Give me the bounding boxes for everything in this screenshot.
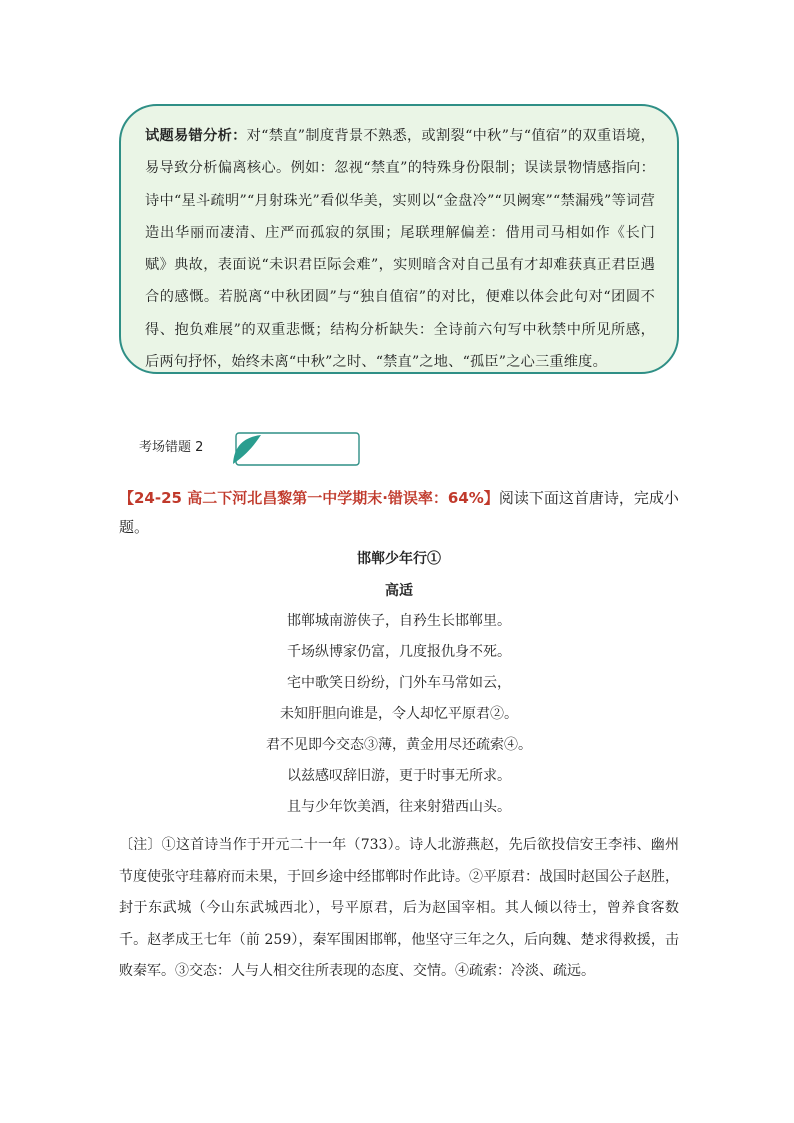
poem-line: 且与少年饮美酒，往来射猎西山头。 xyxy=(287,799,511,815)
question-source-tag: 【24-25 高二下河北昌黎第一中学期末·错误率：64%】 xyxy=(119,489,499,507)
poem-line: 千场纵博家仍富，几度报仇身不死。 xyxy=(287,644,511,660)
poem-line: 以兹感叹辞旧游，更于时事无所求。 xyxy=(287,768,511,784)
poem-line: 未知肝胆向谁是，令人却忆平原君②。 xyxy=(280,706,518,722)
poem-body xyxy=(119,606,679,823)
poem-line: 君不见即今交态③薄，黄金用尽还疏索④。 xyxy=(266,737,532,753)
question-intro xyxy=(119,484,679,542)
poem-line: 宅中歌笑日纷纷，门外车马常如云， xyxy=(287,675,511,691)
error-analysis-title: 试题易错分析： xyxy=(145,128,247,144)
poem-author: 高适 xyxy=(385,583,413,599)
question-prompt: 阅读下面这首唐诗，完成小题。 xyxy=(119,489,679,536)
poem-title: 邯郸少年行① xyxy=(357,551,441,567)
poem-line: 邯郸城南游侠子，自矜生长邯郸里。 xyxy=(287,613,511,629)
error-analysis-text xyxy=(145,120,655,378)
leaf-label-frame xyxy=(232,432,360,466)
poem-notes: 〔注〕①这首诗当作于开元二十一年（733）。诗人北游燕赵，先后欲投信安王李祎、幽州节度使张守珪幕府而未果，于回乡途中经邯郸时作此诗。②平原君：战国时赵国公子赵胜，封于东武城（今山东武城西北），号平原君，后为赵国宰相。其人倾以待士，曾养食客数千。赵孝成王七年（前 259），秦军围困邯郸，他坚守三年之久，后向魏、楚求得救援，击败秦军。③交态：人与人相交往所表现的态度、交情。④疏索：冷淡、疏远。 xyxy=(119,837,679,979)
error-analysis-body: 对“禁直”制度背景不熟悉，或割裂“中秋”与“值宿”的双重语境，易导致分析偏离核心。例如：忽视“禁直”的特殊身份限制；误读景物情感指向：诗中“星斗疏明”“月射珠光”看似华美，实则以“金盘冷”“贝阙寒”“禁漏残”等词营造出华丽而凄清、庄严而孤寂的氛围；尾联理解偏差：借用司马相如作《长门赋》典故，表面说“未识君臣际会难”，实则暗含对自己虽有才却难获真正君臣遇合的感慨。若脱离“中秋团圆”与“独自值宿”的对比，便难以体会此句对“团圆不得、抱负难展”的双重悲慨；结构分析缺失：全诗前六句写中秋禁中所见所感，后两句抒怀，始终未离“中秋”之时、“禁直”之地、“孤臣”之心三重维度。 xyxy=(145,128,655,371)
error-analysis-box xyxy=(119,104,679,374)
section-label: 考场错题 2 xyxy=(139,440,204,455)
